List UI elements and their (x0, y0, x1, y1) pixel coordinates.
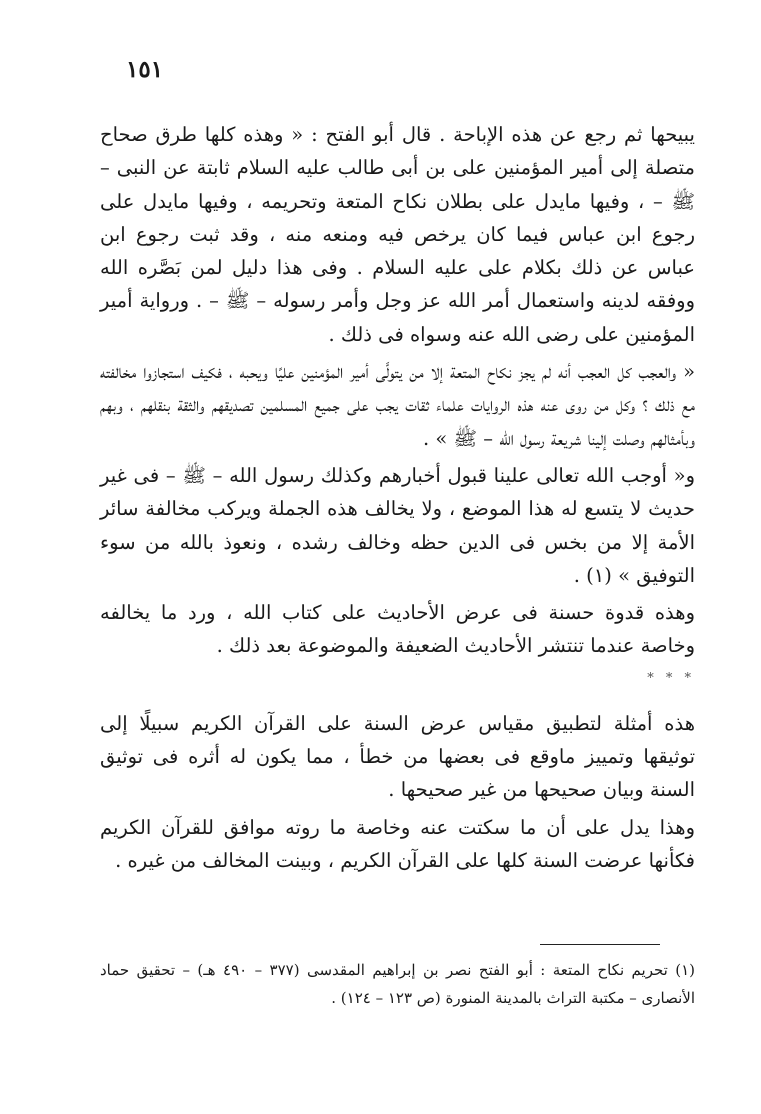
paragraph: وهذا يدل على أن ما سكتت عنه وخاصة ما روته موافق للقرآن الكريم فكأنها عرضت السنة كلها على القرآن الكريم ، وبينت المخالف من غيره . (100, 815, 695, 872)
paragraph: هذه أمثلة لتطبيق مقياس عرض السنة على القرآن الكريم سبيلًا إلى توثيقها وتمييز ماوقع فى بعضها من خطأ ، مما يكون له أثره فى توثيق السنة وبيان صحيحها من غير صحيحها . (100, 711, 695, 802)
footnote (100, 956, 695, 1012)
section-separator: * * * (647, 670, 695, 686)
main-text (100, 118, 695, 881)
paragraph: و« أوجب الله تعالى علينا قبول أخبارهم وكذلك رسول الله – ﷺ – فى غير حديث لا يتسع له هذا الموضع ، ولا يخالف هذه الجملة ويركب مخالفة سائر الأمة إلا من بخس فى الدين حظه وخالف رشده ، ونعوذ بالله من سوء التوفيق » (١) . (100, 463, 695, 587)
footnote-text: (١) تحريم نكاح المتعة : أبو الفتح نصر بن إبراهيم المقدسى (٣٧٧ – ٤٩٠ هـ) – تحقيق حماد الأنصارى – مكتبة التراث بالمدينة المنورة (ص ١٢٣ – ١٢٤) . (100, 961, 696, 1007)
paragraph: يبيحها ثم رجع عن هذه الإباحة . قال أبو الفتح : « وهذه كلها طرق صحاح متصلة إلى أمير المؤمنين على بن أبى طالب عليه السلام ثابتة عن النبى – ﷺ – ، وفيها مايدل على بطلان نكاح المتعة وتحريمه ، وفيها مايدل على رجوع ابن عباس فيما كان يرخص فيه ومنعه منه ، وقد ثبت رجوع ابن عباس عن ذلك بكلام على عليه السلام . وفى هذا دليل لمن بَصَّره الله ووفقه لدينه واستعمال أمر الله عز وجل وأمر رسوله – ﷺ – . ورواية أمير المؤمنين على رضى الله عنه وسواه فى ذلك . (100, 123, 695, 346)
page-number: ١٥١ (126, 56, 164, 83)
footnote-divider (540, 944, 660, 945)
paragraph: وهذه قدوة حسنة فى عرض الأحاديث على كتاب الله ، ورد ما يخالفه وخاصة عندما تنتشر الأحاديث الضعيفة والموضوعة بعد ذلك . (100, 601, 695, 658)
paragraph: « والعجب كل العجب أنه لم يجز نكاح المتعة إلا من يتولَّى أمير المؤمنين عليًا ويحبه ، فكيف استجازوا مخالفته مع ذلك ؟ وكل من روى عنه هذه الروايات علماء ثقات يجب على جميع المسلمين تصديقهم والثقة بنقلهم ، وبهم وبأمثالهم وصلت إلينا شريعة رسول الله – ﷺ » . (100, 360, 695, 450)
